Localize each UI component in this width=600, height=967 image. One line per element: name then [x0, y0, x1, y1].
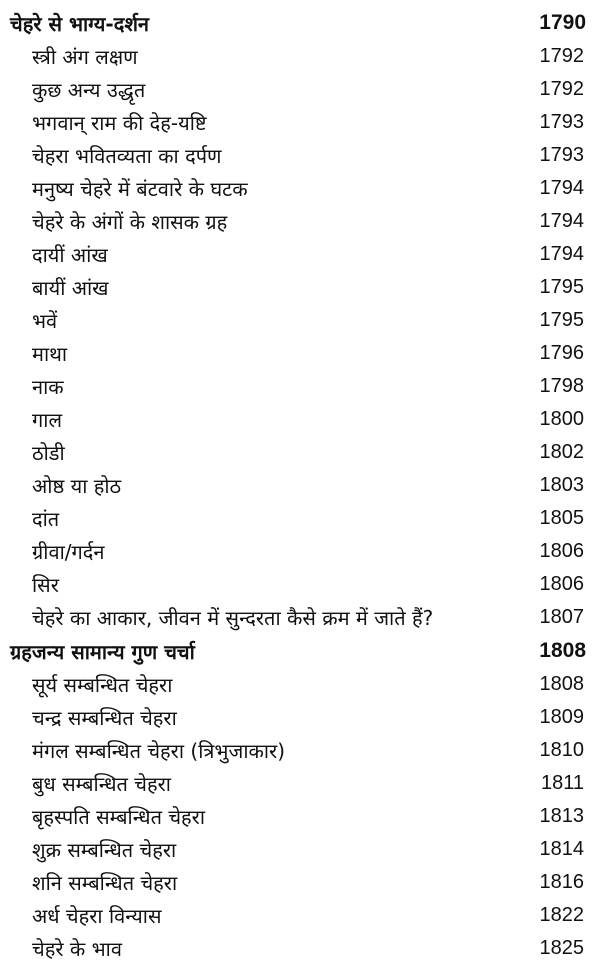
entry-page-number: 1807: [539, 606, 584, 628]
toc-entry: [0, 139, 600, 172]
section-title: चेहरे से भाग्य-दर्शन: [10, 11, 150, 36]
entry-title: शनि सम्बन्धित चेहरा: [32, 871, 178, 895]
entry-page-number: 1796: [539, 342, 584, 364]
entry-title: सिर: [32, 573, 59, 597]
entry-page-number: 1810: [539, 739, 584, 761]
entry-title: माथा: [32, 342, 68, 366]
entry-title: नाक: [32, 375, 64, 399]
toc-entry: [0, 469, 600, 502]
entry-title: दांत: [32, 507, 60, 531]
table-of-contents: [0, 6, 600, 965]
entry-page-number: 1808: [539, 673, 584, 695]
toc-entry: [0, 767, 600, 800]
entry-page-number: 1792: [539, 45, 584, 67]
entry-title: चन्द्र सम्बन्धित चेहरा: [32, 706, 177, 730]
toc-entry: [0, 899, 600, 932]
toc-entry: [0, 535, 600, 568]
entry-page-number: 1806: [539, 573, 584, 595]
entry-page-number: 1795: [539, 309, 584, 331]
entry-title: भगवान् राम की देह-यष्टि: [32, 111, 207, 135]
toc-entry: [0, 271, 600, 304]
entry-title: मनुष्य चेहरे में बंटवारे के घटक: [32, 177, 248, 201]
toc-entry: [0, 701, 600, 734]
entry-page-number: 1805: [539, 507, 584, 529]
entry-page-number: 1816: [539, 871, 584, 893]
toc-section-heading: [0, 634, 600, 668]
toc-entry: [0, 370, 600, 403]
entry-page-number: 1798: [539, 375, 584, 397]
toc-entry: [0, 734, 600, 767]
entry-page-number: 1825: [539, 937, 584, 959]
entry-page-number: 1794: [539, 210, 584, 232]
entry-title: भवें: [32, 309, 58, 333]
toc-entry: [0, 668, 600, 701]
toc-entry: [0, 436, 600, 469]
toc-entry: [0, 304, 600, 337]
entry-page-number: 1802: [539, 441, 584, 463]
toc-entry: [0, 800, 600, 833]
entry-page-number: 1822: [539, 904, 584, 926]
entry-title: चेहरे के भाव: [32, 937, 122, 961]
entry-page-number: 1809: [539, 706, 584, 728]
entry-title: अर्ध चेहरा विन्यास: [32, 904, 162, 928]
toc-entry: [0, 833, 600, 866]
section-title: ग्रहजन्य सामान्य गुण चर्चा: [10, 639, 195, 664]
entry-title: मंगल सम्बन्धित चेहरा (त्रिभुजाकार): [32, 739, 286, 763]
entry-title: चेहरे के अंगों के शासक ग्रह: [32, 210, 228, 234]
section-page-number: 1790: [539, 11, 586, 34]
toc-entry: [0, 601, 600, 634]
entry-page-number: 1814: [539, 838, 584, 860]
entry-page-number: 1800: [539, 408, 584, 430]
entry-title: चेहरे का आकार, जीवन में सुन्दरता कैसे क्रम में जाते हैं?: [32, 606, 434, 630]
entry-page-number: 1792: [539, 78, 584, 100]
entry-title: ओष्ठ या होठ: [32, 474, 122, 498]
toc-entry: [0, 403, 600, 436]
entry-title: स्त्री अंग लक्षण: [32, 45, 138, 69]
entry-title: शुक्र सम्बन्धित चेहरा: [32, 838, 177, 862]
toc-entry: [0, 106, 600, 139]
entry-title: ग्रीवा/गर्दन: [32, 540, 105, 564]
entry-page-number: 1793: [539, 144, 584, 166]
toc-entry: [0, 337, 600, 370]
entry-page-number: 1806: [539, 540, 584, 562]
entry-title: सूर्य सम्बन्धित चेहरा: [32, 673, 173, 697]
entry-page-number: 1795: [539, 276, 584, 298]
entry-page-number: 1803: [539, 474, 584, 496]
entry-title: ठोडी: [32, 441, 65, 465]
toc-entry: [0, 205, 600, 238]
toc-entry: [0, 40, 600, 73]
entry-page-number: 1793: [539, 111, 584, 133]
entry-title: दायीं आंख: [32, 243, 108, 267]
entry-title: बायीं आंख: [32, 276, 109, 300]
toc-entry: [0, 172, 600, 205]
entry-page-number: 1794: [539, 177, 584, 199]
entry-title: बृहस्पति सम्बन्धित चेहरा: [32, 805, 206, 829]
toc-entry: [0, 866, 600, 899]
toc-entry: [0, 568, 600, 601]
toc-entry: [0, 238, 600, 271]
toc-entry: [0, 932, 600, 965]
entry-title: बुध सम्बन्धित चेहरा: [32, 772, 171, 796]
entry-page-number: 1813: [539, 805, 584, 827]
entry-page-number: 1794: [539, 243, 584, 265]
toc-entry: [0, 502, 600, 535]
entry-title: कुछ अन्य उद्धृत: [32, 78, 146, 102]
entry-page-number: 1811: [540, 772, 584, 794]
entry-title: चेहरा भवितव्यता का दर्पण: [32, 144, 222, 168]
toc-entry: [0, 73, 600, 106]
entry-title: गाल: [32, 408, 62, 432]
section-page-number: 1808: [539, 639, 586, 662]
toc-section-heading: [0, 6, 600, 40]
